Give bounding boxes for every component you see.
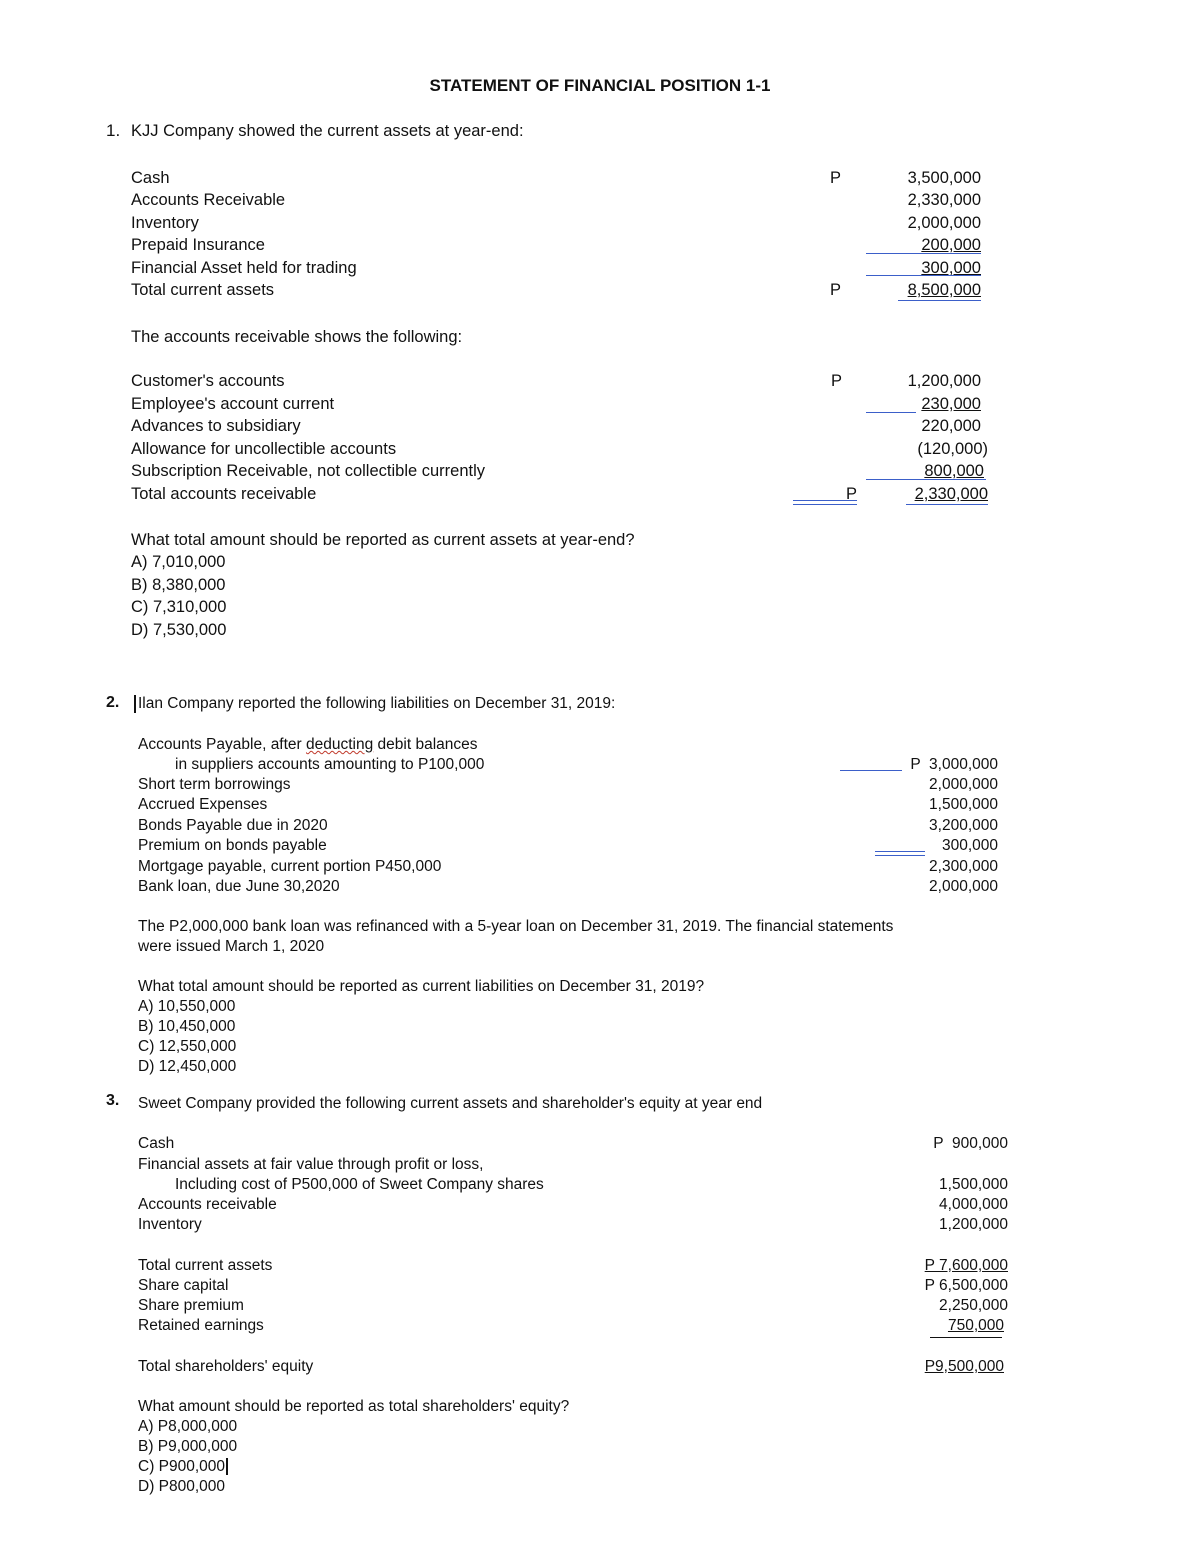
receivable-amount: 800,000 — [924, 462, 984, 480]
blue-rule — [866, 275, 981, 276]
liability-amount: 300,000 — [941, 837, 998, 854]
answer-choice: B) 8,380,000 — [131, 576, 226, 594]
section-intro: The accounts receivable shows the following: — [131, 328, 463, 346]
blue-rule — [866, 479, 986, 480]
answer-choice: D) 7,530,000 — [131, 621, 227, 639]
item-amount: 750,000 — [947, 1317, 1004, 1334]
receivable-label: Allowance for uncollectible accounts — [131, 440, 397, 458]
item-label: Cash — [138, 1135, 175, 1152]
receivable-amount: 230,000 — [921, 395, 981, 413]
question-intro: Ilan Company reported the following liabilities on December 31, 2019: — [138, 695, 616, 712]
liability-label: Short term borrowings — [138, 776, 291, 793]
liability-label: Bank loan, due June 30,2020 — [138, 878, 340, 895]
answer-choice: B) 10,450,000 — [138, 1018, 236, 1035]
receivable-amount: 1,200,000 — [907, 372, 981, 390]
question-text: What total amount should be reported as current assets at year-end? — [131, 531, 635, 549]
answer-choice: C) 12,550,000 — [138, 1038, 237, 1055]
blue-rule — [875, 851, 925, 856]
question-number: 2. — [106, 694, 120, 711]
rule — [930, 1337, 1002, 1338]
liability-label: Accounts Payable, after deducting debit balances — [138, 736, 478, 753]
question-text: What total amount should be reported as current liabilities on December 31, 2019? — [138, 978, 705, 995]
liability-amount: P 3,000,000 — [910, 756, 998, 773]
total-amount: P9,500,000 — [924, 1358, 1004, 1375]
asset-label: Inventory — [131, 214, 199, 232]
item-amount: 1,200,000 — [939, 1216, 1008, 1233]
answer-choice: B) P9,000,000 — [138, 1438, 238, 1455]
question-intro: KJJ Company showed the current assets at year-end: — [131, 122, 524, 140]
blue-rule — [906, 504, 988, 505]
liability-label: in suppliers accounts amounting to P100,000 — [175, 756, 485, 773]
item-amount: P 900,000 — [933, 1135, 1008, 1152]
question-intro: Sweet Company provided the following current assets and shareholder's equity at year end — [138, 1095, 763, 1112]
asset-label: Prepaid Insurance — [131, 236, 265, 254]
answer-choice: C) 7,310,000 — [131, 598, 227, 616]
item-amount: P 6,500,000 — [924, 1277, 1008, 1294]
page-title: STATEMENT OF FINANCIAL POSITION 1-1 — [429, 76, 771, 95]
asset-label: Financial Asset held for trading — [131, 259, 357, 277]
receivable-label: Advances to subsidiary — [131, 417, 301, 435]
answer-choice: D) 12,450,000 — [138, 1058, 237, 1075]
liability-amount: 2,300,000 — [929, 858, 998, 875]
question-number: 1. — [106, 121, 121, 140]
item-label: Financial assets at fair value through profit or loss, — [138, 1156, 484, 1173]
peso-sign: P — [846, 485, 858, 503]
item-label: Retained earnings — [138, 1317, 264, 1334]
blue-rule — [866, 253, 981, 254]
answer-choice: A) 10,550,000 — [138, 998, 236, 1015]
item-amount: P 7,600,000 — [924, 1257, 1008, 1274]
liability-amount: 1,500,000 — [929, 796, 998, 813]
receivable-label: Subscription Receivable, not collectible currently — [131, 462, 486, 480]
receivable-label: Customer's accounts — [131, 372, 285, 390]
blue-rule — [898, 300, 981, 301]
asset-amount: 300,000 — [921, 259, 981, 277]
note-text: The P2,000,000 bank loan was refinanced with a 5-year loan on December 31, 2019. The financial statements — [138, 918, 894, 935]
item-label: Accounts receivable — [138, 1196, 277, 1213]
question-number: 3. — [106, 1092, 120, 1109]
asset-label: Total current assets — [131, 281, 275, 299]
liability-amount: 2,000,000 — [929, 878, 998, 895]
liability-label: Premium on bonds payable — [138, 837, 327, 854]
receivable-amount: (120,000) — [917, 440, 988, 458]
total-amount: 8,500,000 — [907, 281, 981, 299]
asset-label: Cash — [131, 169, 170, 187]
item-amount: 2,250,000 — [939, 1297, 1008, 1314]
answer-choice — [138, 1457, 228, 1478]
liability-label: Bonds Payable due in 2020 — [138, 817, 328, 834]
text-cursor — [134, 695, 136, 713]
answer-choice: A) 7,010,000 — [131, 553, 226, 571]
answer-choice: D) P800,000 — [138, 1478, 226, 1495]
peso-sign: P — [831, 372, 843, 390]
liability-amount: 2,000,000 — [929, 776, 998, 793]
peso-sign: P — [830, 169, 842, 187]
asset-label: Accounts Receivable — [131, 191, 286, 209]
asset-amount: 2,000,000 — [907, 214, 981, 232]
blue-rule — [866, 412, 916, 413]
liability-amount: 3,200,000 — [929, 817, 998, 834]
answer-choice: A) P8,000,000 — [138, 1418, 238, 1435]
liability-label: Accrued Expenses — [138, 796, 268, 813]
item-label: Share premium — [138, 1297, 244, 1314]
item-label: Including cost of P500,000 of Sweet Company shares — [175, 1176, 544, 1193]
item-label: Total current assets — [138, 1257, 273, 1274]
spelling-underline: deducting — [306, 736, 374, 753]
item-amount: 4,000,000 — [939, 1196, 1008, 1213]
liability-label: Mortgage payable, current portion P450,000 — [138, 858, 442, 875]
asset-amount: 2,330,000 — [907, 191, 981, 209]
item-label: Share capital — [138, 1277, 229, 1294]
selected-choice: C) P900,000 — [138, 1458, 228, 1475]
receivable-label: Employee's account current — [131, 395, 335, 413]
note-text: were issued March 1, 2020 — [138, 938, 325, 955]
receivable-label: Total accounts receivable — [131, 485, 317, 503]
blue-rule — [793, 500, 857, 505]
total-amount: 2,330,000 — [914, 485, 988, 503]
asset-amount: 3,500,000 — [907, 169, 981, 187]
asset-amount: 200,000 — [921, 236, 981, 254]
item-amount: 1,500,000 — [939, 1176, 1008, 1193]
item-label: Inventory — [138, 1216, 202, 1233]
receivable-amount: 220,000 — [921, 417, 981, 435]
peso-sign: P — [830, 281, 842, 299]
question-text: What amount should be reported as total shareholders' equity? — [138, 1398, 570, 1415]
blue-rule — [840, 770, 902, 771]
total-label: Total shareholders' equity — [138, 1358, 314, 1375]
